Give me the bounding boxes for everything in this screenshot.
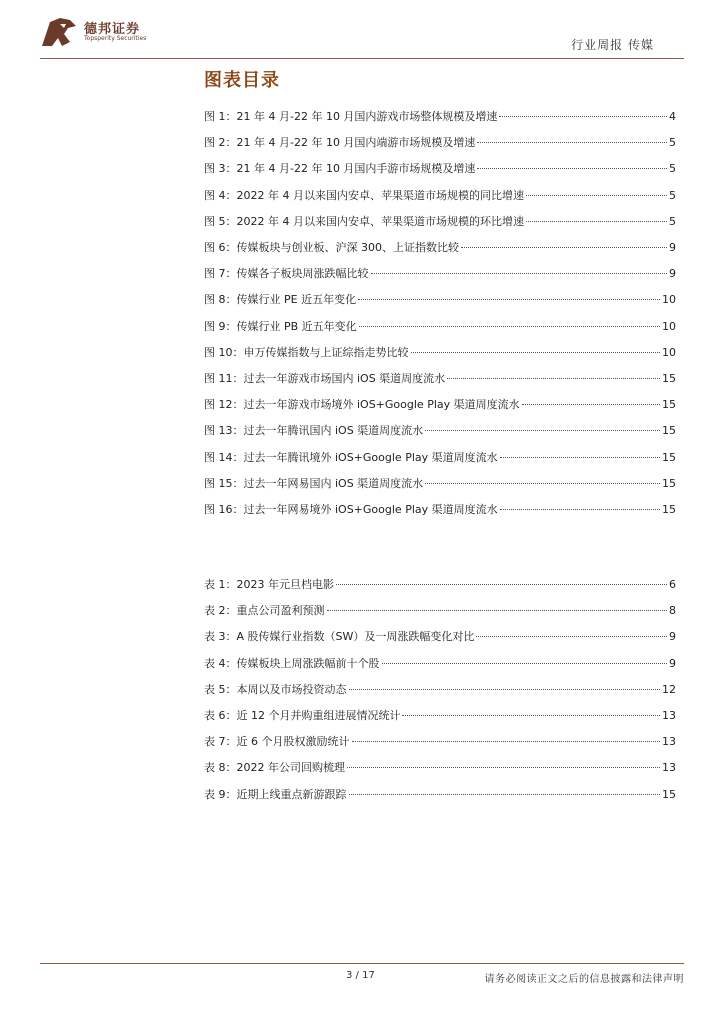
- table-entry-page: 13: [662, 735, 676, 749]
- header-divider: [40, 58, 684, 59]
- table-entry-page: 9: [669, 630, 676, 644]
- table-entry-label: 表 9：近期上线重点新游跟踪: [204, 787, 347, 801]
- table-entry-label: 表 3：A 股传媒行业指数（SW）及一周涨跌幅变化对比: [204, 630, 475, 644]
- table-entry-page: 15: [662, 787, 676, 801]
- dot-leader: [411, 352, 661, 353]
- table-entry[interactable]: [204, 786, 676, 802]
- dot-leader: [500, 457, 660, 458]
- table-entry-page: 13: [662, 709, 676, 722]
- figure-entry[interactable]: [204, 108, 676, 124]
- figure-entry-label: 图 15：过去一年网易国内 iOS 渠道周度流水: [204, 476, 424, 490]
- figure-entry[interactable]: [204, 422, 676, 438]
- dot-leader: [352, 741, 661, 742]
- table-entry[interactable]: [204, 576, 676, 592]
- figure-entry[interactable]: [204, 239, 676, 255]
- table-entry-label: 表 1：2023 年元旦档电影: [204, 578, 334, 591]
- figure-entry[interactable]: [204, 396, 676, 412]
- table-entry-label: 表 4：传媒板块上周涨跌幅前十个股: [204, 656, 380, 670]
- footer-divider: [40, 963, 684, 964]
- dot-leader: [425, 483, 660, 484]
- figure-entry-page: 10: [662, 293, 676, 307]
- figure-entry[interactable]: [204, 187, 676, 203]
- figure-entry-page: 5: [669, 188, 676, 202]
- figure-entry-label: 图 11：过去一年游戏市场国内 iOS 渠道周度流水: [204, 372, 446, 385]
- table-entry-page: 6: [669, 578, 676, 591]
- dot-leader: [327, 610, 668, 611]
- figure-entry[interactable]: [204, 160, 676, 176]
- table-entry-label: 表 6：近 12 个月并购重组进展情况统计: [204, 709, 401, 722]
- dot-leader: [336, 584, 667, 585]
- table-entry-page: 13: [662, 761, 676, 775]
- figure-entry[interactable]: [204, 134, 676, 150]
- figure-entry[interactable]: [204, 213, 676, 229]
- dot-leader: [371, 273, 668, 274]
- table-entry[interactable]: [204, 655, 676, 671]
- figure-entry-label: 图 12：过去一年游戏市场境外 iOS+Google Play 渠道周度流水: [204, 398, 520, 412]
- table-entry-page: 9: [669, 656, 676, 670]
- table-entry-page: 12: [662, 682, 676, 696]
- figure-entry-label: 图 16：过去一年网易境外 iOS+Google Play 渠道周度流水: [204, 503, 498, 516]
- figure-entry-label: 图 7：传媒各子板块周涨跌幅比较: [204, 267, 369, 281]
- dot-leader: [476, 636, 667, 637]
- legal-disclaimer: 请务必阅读正文之后的信息披露和法律声明: [484, 974, 684, 985]
- figure-entry[interactable]: [204, 318, 676, 334]
- table-entry[interactable]: [204, 733, 676, 749]
- figure-entry-page: 15: [662, 450, 676, 464]
- dot-leader: [461, 247, 667, 248]
- dot-leader: [522, 404, 660, 405]
- dot-leader: [477, 168, 667, 169]
- figure-entry-label: 图 5：2022 年 4 月以来国内安卓、苹果渠道市场规模的环比增速: [204, 214, 524, 228]
- figure-entry-label: 图 1：21 年 4 月-22 年 10 月国内游戏市场整体规模及增速: [204, 110, 498, 123]
- figure-entry-page: 9: [669, 267, 676, 281]
- table-entry-label: 表 7：近 6 个月股权激励统计: [204, 735, 350, 749]
- page-number: 3 / 17: [346, 970, 375, 981]
- figure-entry-label: 图 14：过去一年腾讯境外 iOS+Google Play 渠道周度流水: [204, 450, 498, 464]
- table-entry[interactable]: [204, 707, 676, 723]
- dot-leader: [500, 509, 660, 510]
- table-entry-label: 表 5：本周以及市场投资动态: [204, 682, 347, 696]
- figure-entry-label: 图 3：21 年 4 月-22 年 10 月国内手游市场规模及增速: [204, 162, 476, 176]
- dot-leader: [359, 326, 660, 327]
- figure-entry-page: 15: [662, 503, 676, 516]
- figure-entry[interactable]: [204, 265, 676, 281]
- dot-leader: [477, 142, 667, 143]
- figure-entry-page: 15: [662, 398, 676, 412]
- figure-entry-label: 图 2：21 年 4 月-22 年 10 月国内端游市场规模及增速: [204, 136, 476, 150]
- page-title: 图表目录: [204, 70, 280, 91]
- dot-leader: [349, 794, 661, 795]
- dot-leader: [425, 430, 660, 431]
- dot-leader: [499, 116, 667, 117]
- figure-entry[interactable]: [204, 475, 676, 491]
- dot-leader: [526, 221, 667, 222]
- dot-leader: [447, 378, 660, 379]
- table-entry[interactable]: [204, 759, 676, 775]
- dot-leader: [526, 195, 667, 196]
- figure-entry-label: 图 6：传媒板块与创业板、沪深 300、上证指数比较: [204, 241, 459, 254]
- figure-entry-page: 9: [669, 241, 676, 254]
- report-type-label: 行业周报 传媒: [571, 38, 654, 52]
- figure-entry-page: 10: [662, 345, 676, 359]
- figure-entry-label: 图 4：2022 年 4 月以来国内安卓、苹果渠道市场规模的同比增速: [204, 188, 524, 202]
- brand-name: 德邦证券: [84, 22, 141, 37]
- figure-entry-label: 图 9：传媒行业 PB 近五年变化: [204, 319, 357, 333]
- figure-entry-page: 4: [669, 110, 676, 123]
- figure-entry-label: 图 13：过去一年腾讯国内 iOS 渠道周度流水: [204, 424, 424, 438]
- figure-entry[interactable]: [204, 370, 676, 386]
- figure-entry-page: 15: [662, 372, 676, 385]
- dot-leader: [347, 767, 660, 768]
- figure-entry-page: 5: [669, 136, 676, 150]
- figure-entry-label: 图 10：申万传媒指数与上证综指走势比较: [204, 345, 409, 359]
- figure-entry[interactable]: [204, 291, 676, 307]
- table-entry[interactable]: [204, 602, 676, 618]
- table-entry[interactable]: [204, 628, 676, 644]
- figure-entry-page: 10: [662, 319, 676, 333]
- dot-leader: [358, 299, 660, 300]
- table-entry-page: 8: [669, 604, 676, 618]
- figure-entry[interactable]: [204, 501, 676, 517]
- figure-entry[interactable]: [204, 344, 676, 360]
- dot-leader: [349, 689, 661, 690]
- figure-entry[interactable]: [204, 449, 676, 465]
- company-logo-icon: [40, 16, 80, 50]
- table-entry[interactable]: [204, 681, 676, 697]
- figure-entry-page: 15: [662, 476, 676, 490]
- page-header: [0, 0, 724, 60]
- brand-name-english: Topsperity Securities: [84, 35, 147, 42]
- table-entry-label: 表 2：重点公司盈利预测: [204, 604, 325, 618]
- figure-entry-page: 5: [669, 162, 676, 176]
- figure-entry-page: 5: [669, 214, 676, 228]
- figure-entry-label: 图 8：传媒行业 PE 近五年变化: [204, 293, 357, 307]
- dot-leader: [402, 715, 660, 716]
- dot-leader: [382, 663, 668, 664]
- figure-entry-page: 15: [662, 424, 676, 438]
- table-entry-label: 表 8：2022 年公司回购梳理: [204, 761, 345, 775]
